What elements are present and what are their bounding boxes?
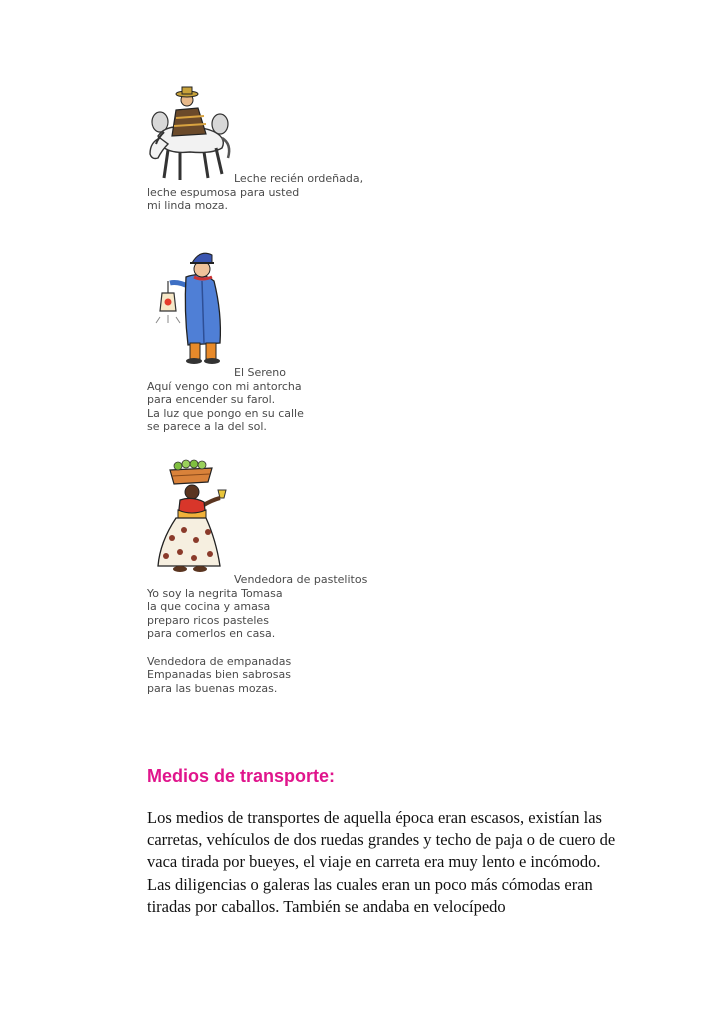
- verse-line: leche espumosa para usted: [147, 185, 300, 199]
- pastry-vendor-verse: [147, 573, 367, 695]
- verse-line: la que cocina y amasa: [147, 600, 271, 614]
- night-watchman-with-lantern-illustration: [150, 247, 234, 369]
- verse-line: mi linda moza.: [147, 199, 229, 213]
- sereno-caption: El Sereno: [234, 366, 287, 379]
- sereno-verse: [147, 366, 304, 434]
- milkman-caption: Leche recién ordeñada,: [234, 172, 364, 185]
- section-body-paragraph: Los medios de transportes de aquella época eran escasos, existían las carretas, vehículos de dos ruedas grandes y techo de paja o de cuero de vaca tirada por bueyes, el viaje en carreta era muy lento e incómodo. Las diligencias o galeras las cuales eran un poco más cómodas eran tiradas por caballos. También se andaba en velocípedo: [147, 808, 616, 916]
- verse-line: se parece a la del sol.: [147, 420, 267, 434]
- verse-line: Yo soy la negrita Tomasa: [147, 586, 283, 600]
- stanza-gap: [147, 641, 367, 655]
- verse-line: para comerlos en casa.: [147, 627, 276, 641]
- verse-line: La luz que pongo en su calle: [147, 406, 304, 420]
- verse-line: Aquí vengo con mi antorcha: [147, 379, 302, 393]
- pastry-vendor-with-basket-illustration: [150, 458, 240, 574]
- milkman-verse: [147, 172, 363, 213]
- verse-line: para encender su farol.: [147, 393, 276, 407]
- verse-line: Empanadas bien sabrosas: [147, 668, 291, 682]
- empanadas-title: Vendedora de empanadas: [147, 654, 292, 668]
- verse-line: para las buenas mozas.: [147, 681, 278, 695]
- section-heading: Medios de transporte:: [147, 766, 336, 786]
- pastry-vendor-caption: Vendedora de pastelitos: [234, 573, 368, 586]
- milkman-on-horse-illustration: [146, 84, 234, 184]
- verse-line: preparo ricos pasteles: [147, 613, 269, 627]
